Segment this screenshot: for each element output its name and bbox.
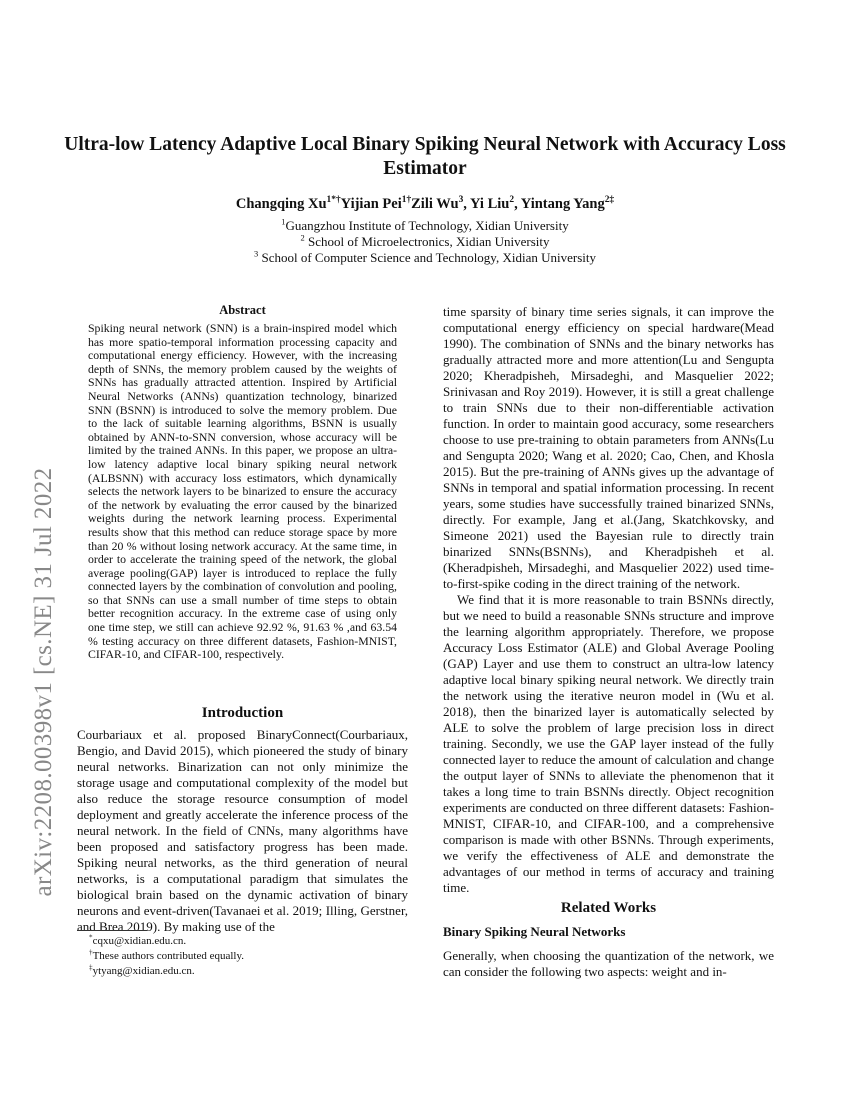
abstract-body: Spiking neural network (SNN) is a brain-inspired model which has more spatio-temporal information processing capacity and computational energy efficiency. However, with the increasing depth of SNNs, the memory problem caused by the weights of SNNs has gradually attracted attention. Inspired by Artificial Neural Networks (ANNs) quantization technology, binarized SNN (BSNN) is introduced to solve the memory problem. Due to the lack of suitable learning algorithms, BSNN is usually obtained by ANN-to-SNN conversion, whose accuracy will be limited by the trained ANNs. In this paper, we propose an ultra-low latency adaptive local binary spiking neural network (ALBSNN) with accuracy loss estimators, which dynamically selects the network layers to be binarized to ensure the accuracy of the network by evaluating the error caused by the binarized weights during the network learning process. Experimental results show that this method can reduce storage space by more than 20 % without losing network accuracy. At the same time, in order to accelerate the training speed of the network, the global average pooling(GAP) layer is introduced to replace the fully connected layers by the combination of convolution and pooling, so that SNNs can use a small number of time steps to obtain better recognition accuracy. In the extreme case of using only one time step, we still can achieve 92.92 %, 91.63 % ,and 63.54 % testing accuracy on three different datasets, Fashion-MNIST, CIFAR-10, and CIFAR-100, respectively. [88,321,397,662]
introduction-body: Courbariaux et al. proposed BinaryConnect(Courbariaux, Bengio, and David 2015), which pioneered the study of binary neural networks. Binarization can not only minimize the storage usage and computational complexity of the model but also reduce the storage resource consumption of model deployment and greatly accelerate the inference process of the neural network. In the field of CNNs, many algorithms have been proposed and satisfactory progress has been made. Spiking neural networks, as the third generation of neural networks, is a computational paradigm that simulates the biological brain based on the dynamic activation of binary neurons and event-driven(Tavanaei et al. 2019; Illing, Gerstner, and Brea 2019). By making use of the [77,727,408,934]
affiliation [60,218,790,234]
introduction-heading: Introduction [201,705,284,721]
footnote [77,964,408,979]
bsnn-subheading: Binary Spiking Neural Networks [443,924,626,939]
footnote-text: ytyang@xidian.edu.cn. [92,965,195,977]
footnote-sup: ‡ [89,963,93,972]
affiliation [60,234,790,250]
paragraph: We find that it is more reasonable to train BSNNs directly, but we need to build a reasonable SNNs structure and improve the learning algorithm appropriately. Therefore, we propose Accuracy Loss Estimator (ALE) and Global Average Pooling (GAP) Layer and use them to construct an ultra-low latency adaptive local binary spiking neural network. We directly train the network using the iterative neuron model in (Wu et al. 2018), then the binarized layer is automatically selected by ALE to solve the problem of large precision loss in direct training. Secondly, we use the GAP layer instead of the fully connected layer to reduce the amount of calculation and change the output layer of SNNs to alleviate the phenomenon that it takes a long time to train BSNNs directly. Object recognition experiments are conducted on three different datasets: Fashion-MNIST, CIFAR-10, and CIFAR-100, and a comprehensive comparison is made with other BSNNs. Through experiments, we verify the effectiveness of ALE and demonstrate the advantages of our method in terms of accuracy and training time. [443,592,774,895]
affiliation-sup: 1 [281,216,286,227]
affiliation-text: School of Computer Science and Technology, Xidian University [258,250,596,265]
abstract-heading: Abstract [219,303,266,317]
footnotes [77,934,408,979]
affiliation-text: Guangzhou Institute of Technology, Xidian University [285,218,569,233]
author-list: Changqing $Xu^{1*\dagger}Yijian$ Pei$^{1\dagger}$Zili Wu$^3$, Yi Liu$^2$, Yintang Yang$^{2\ddagger}$ [235,195,615,212]
paragraph: time sparsity of binary time series signals, it can improve the computational energy efficiency on special hardware(Mead 1990). The combination of SNNs and the binary networks has gradually attracted more and more attention(Lu and Sengupta 2020; Kheradpisheh, Mirsadeghi, and Masquelier 2022; Srinivasan and Roy 2019). However, it is still a great challenge to train SNNs due to their non-differentiable activation function. In order to maintain good accuracy, some researchers choose to use pre-training to obtain parameters from ANNs(Lu and Sengupta 2020; Wang et al. 2020; Cao, Chen, and Khosla 2015). But the pre-training of ANNs gives up the advantage of SNNs in temporal and spatial information processing. In recent years, some studies have successfully trained binarized SNNs, directly. For example, Jang et al.(Jang, Skatchkovsky, and Simeone 2021) used the Bayesian rule to directly train binarized SNNs(BSNNs), and Kheradpisheh et al.(Kheradpisheh, Mirsadeghi, and Masquelier 2022) used time-to-first-spike coding in the direct training of the network. [443,304,774,591]
affiliation [60,250,790,266]
paper-title: Ultra-low Latency Adaptive Local Binary Spiking Neural Network with Accuracy Loss Estimator [64,134,786,179]
author-name: Yi Liu [470,196,510,212]
affiliation-sup: 3 [254,248,259,259]
footnote [77,949,408,964]
related-works-paragraph: Generally, when choosing the quantization of the network, we can consider the following two aspects: weight and in- [443,948,774,979]
arxiv-stamp: arXiv:2208.00398v1 [cs.NE] 31 Jul 2022 [30,467,57,897]
author-sup: 1† [401,195,412,206]
affiliations [60,218,790,266]
footnote-sup: † [89,948,93,957]
footnote-text: cqxu@xidian.edu.cn. [92,935,187,947]
footnote [77,934,408,949]
author-sup: 2 [509,195,515,206]
author-sup: 1*† [326,195,341,206]
affiliation-text: School of Microelectronics, Xidian University [304,234,550,249]
author-name: Changqing Xu [235,196,327,212]
author-sup: 3 [458,195,464,206]
author-sup: 2‡ [604,195,615,206]
footnote-sup: * [89,933,93,942]
related-works-heading: Related Works [560,900,657,916]
author-name: Zili Wu [411,196,459,212]
author-name: Yintang Yang [520,196,605,212]
right-column-body [443,304,774,896]
footnote-text: These authors contributed equally. [92,950,244,962]
affiliation-sup: 2 [300,232,305,243]
author-name: Yijian Pei [340,196,402,212]
footnote-rule [77,930,147,931]
